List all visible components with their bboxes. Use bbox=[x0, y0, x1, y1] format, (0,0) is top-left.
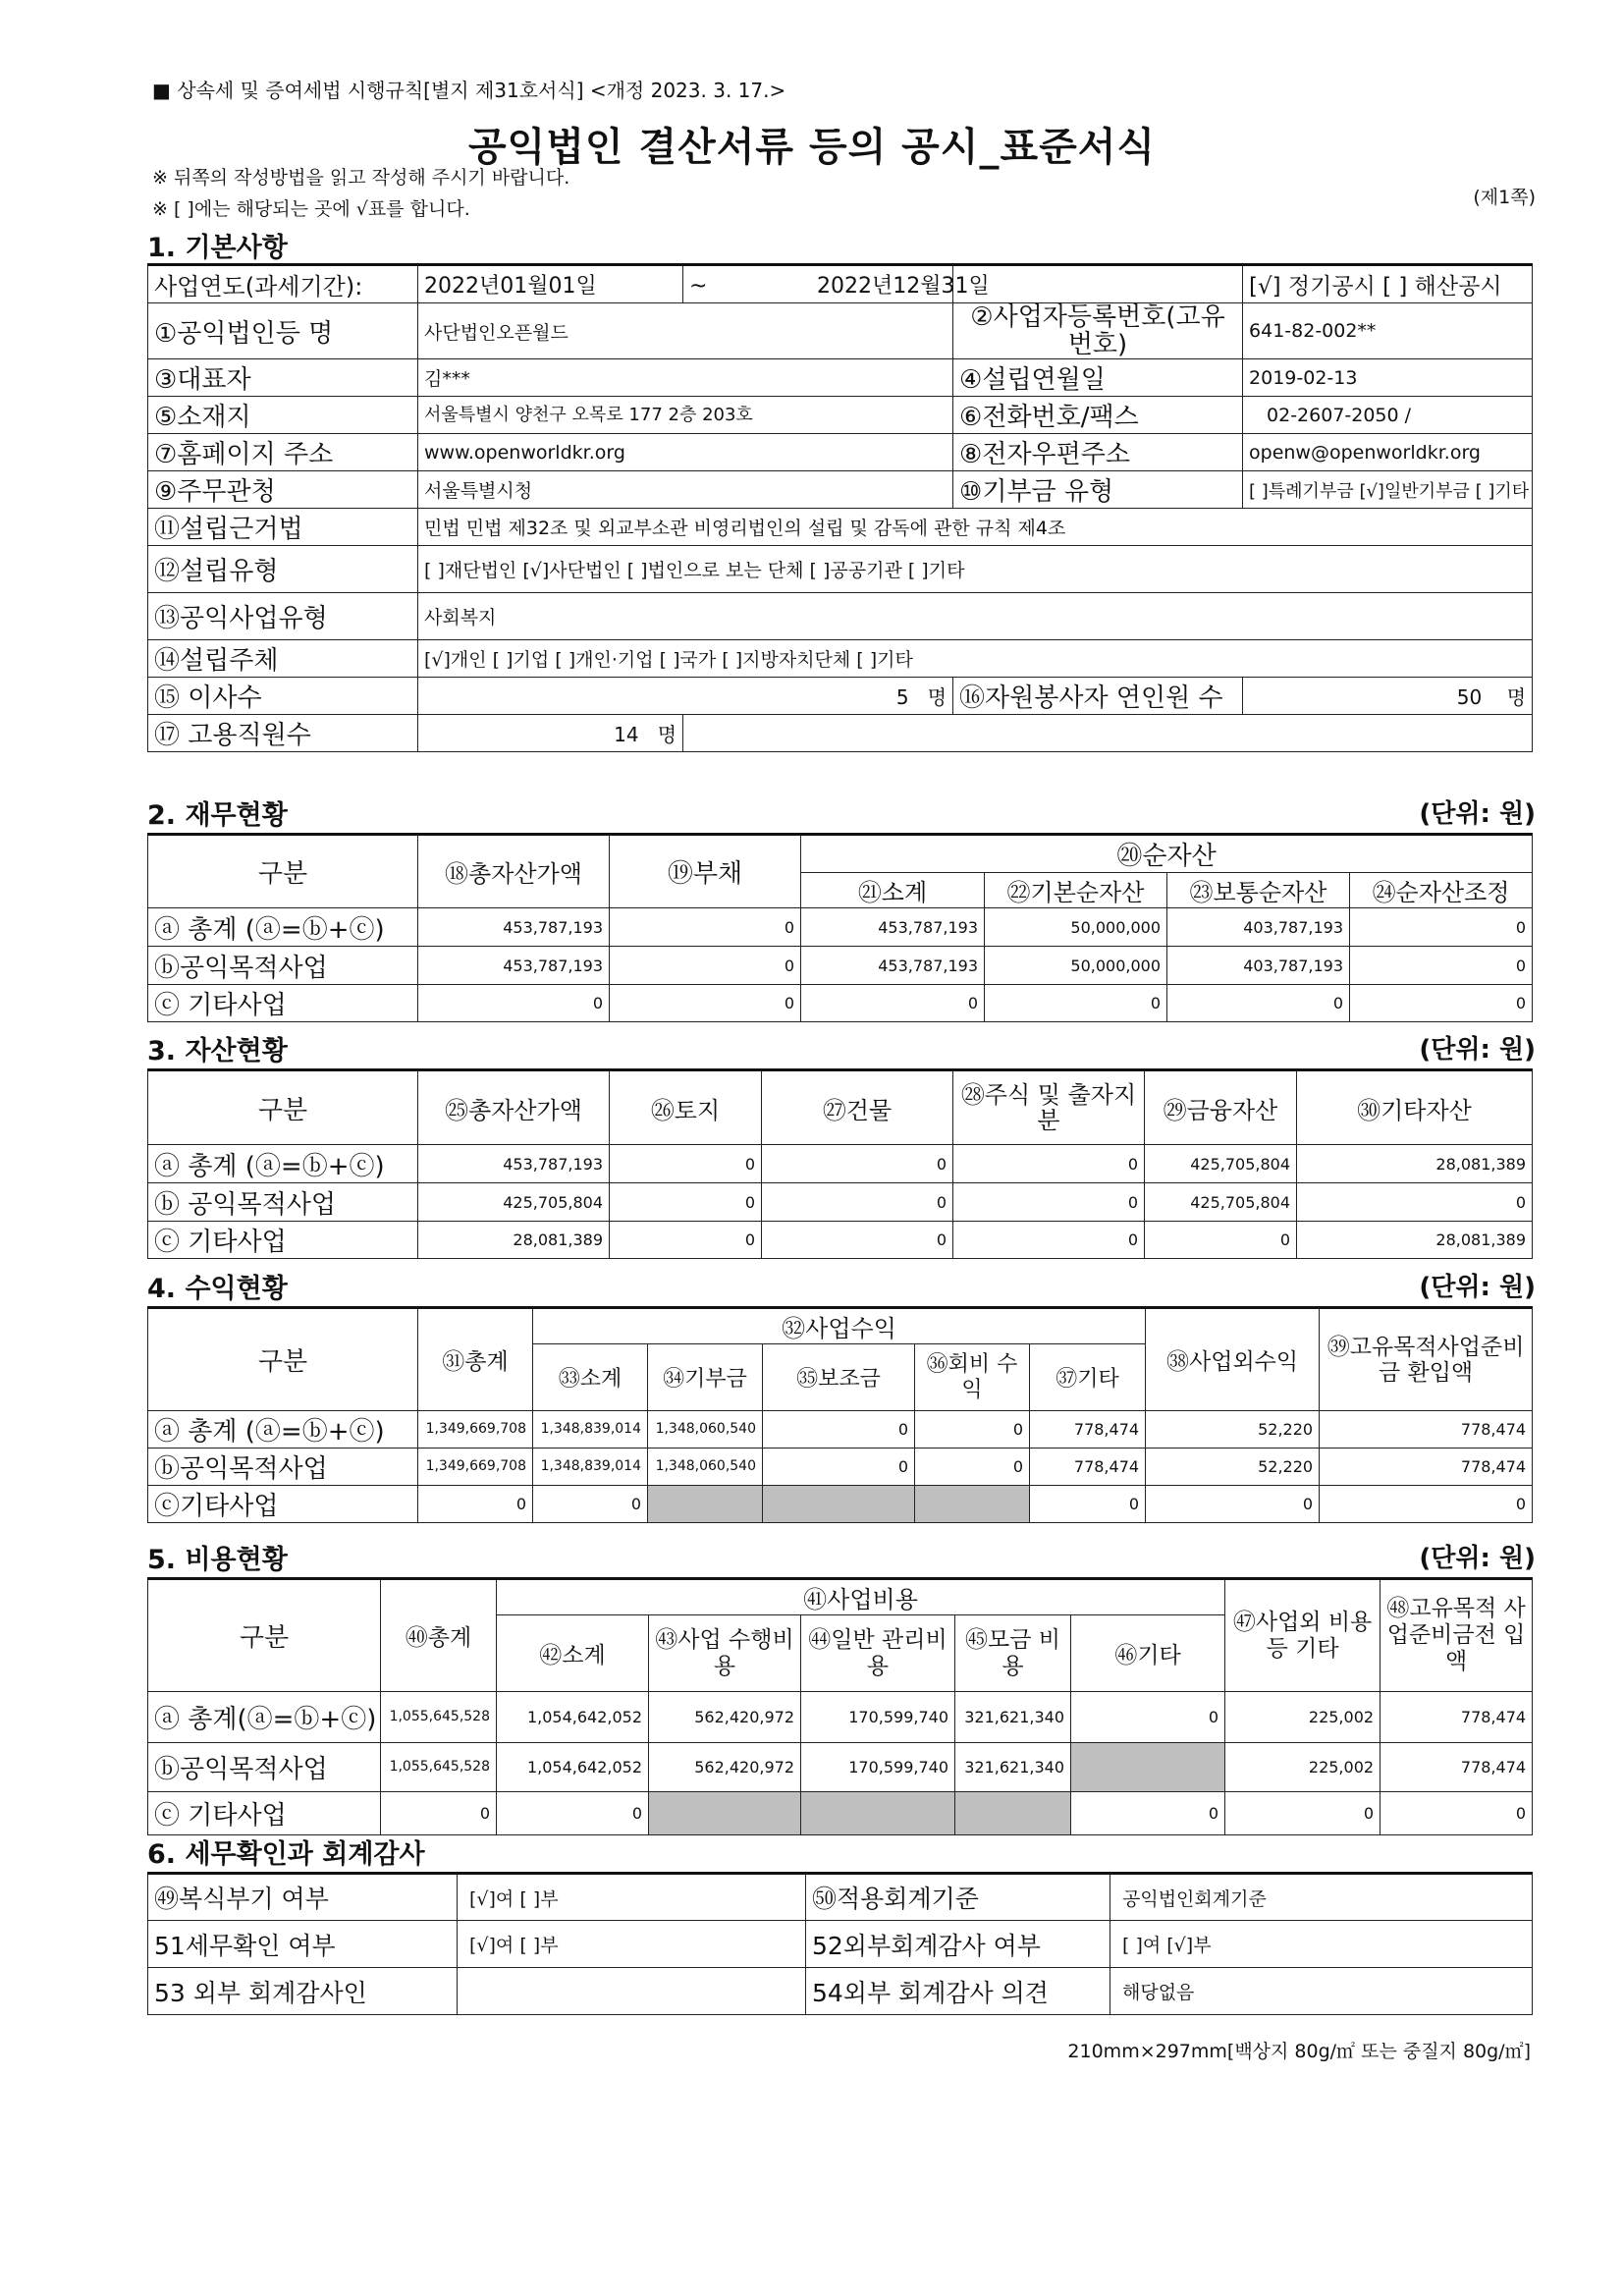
tax-check-value: [√]여 [ ]부 bbox=[458, 1921, 806, 1968]
cell-value: 0 bbox=[1225, 1792, 1380, 1835]
cell-value: 225,002 bbox=[1225, 1692, 1380, 1743]
row-label: ⓐ 총계 (ⓐ=ⓑ+ⓒ) bbox=[148, 908, 418, 947]
authority-value: 서울특별시청 bbox=[418, 471, 953, 509]
s5-header-general: ㊹일반 관리비용 bbox=[801, 1615, 955, 1692]
s4-header-gubun: 구분 bbox=[148, 1308, 418, 1411]
row-label: ⓑ공익목적사업 bbox=[148, 947, 418, 985]
cell-value: 0 bbox=[610, 908, 801, 947]
cell-value: 0 bbox=[1380, 1792, 1533, 1835]
row-label: ⓑ 공익목적사업 bbox=[148, 1183, 418, 1222]
table-row bbox=[148, 947, 1533, 985]
paper-spec-footer: 210mm×297mm[백상지 80g/㎡ 또는 중질지 80g/㎡] bbox=[1067, 2041, 1531, 2062]
corp-name-label: ①공익법인등 명 bbox=[148, 303, 418, 359]
s5-header-gubun: 구분 bbox=[148, 1579, 381, 1692]
shaded-cell bbox=[1071, 1743, 1225, 1792]
representative-label: ③대표자 bbox=[148, 359, 418, 397]
cell-value: 1,054,642,052 bbox=[497, 1692, 649, 1743]
s4-header-reserve: ㊴고유목적사업준비금 환입액 bbox=[1320, 1308, 1533, 1411]
table-row bbox=[148, 985, 1533, 1022]
cell-value: 0 bbox=[1145, 1222, 1297, 1259]
audit-opinion-value: 해당없음 bbox=[1110, 1968, 1533, 2015]
employees-unit: 명 bbox=[657, 723, 677, 746]
page-number: (제1쪽) bbox=[1473, 187, 1536, 208]
row-label: ⓒ 기타사업 bbox=[148, 1792, 381, 1835]
cell-value: 0 bbox=[1350, 985, 1533, 1022]
founding-date-value: 2019-02-13 bbox=[1243, 359, 1533, 397]
volunteers-label: ⑯자원봉사자 연인원 수 bbox=[953, 678, 1243, 715]
row-label: ⓐ 총계 (ⓐ=ⓑ+ⓒ) bbox=[148, 1145, 418, 1183]
representative-row bbox=[148, 359, 1533, 397]
cell-value: 562,420,972 bbox=[649, 1743, 801, 1792]
cell-value: 1,348,060,540 bbox=[648, 1449, 763, 1486]
cell-value: 0 bbox=[1350, 908, 1533, 947]
founding-type-label: ⑫설립유형 bbox=[148, 546, 418, 593]
cell-value: 562,420,972 bbox=[649, 1692, 801, 1743]
cell-value: 0 bbox=[763, 1411, 915, 1449]
audit-opinion-label: 54외부 회계감사 의견 bbox=[806, 1968, 1110, 2015]
disclosure-type: [√] 정기공시 [ ] 해산공시 bbox=[1243, 265, 1533, 303]
cell-value: 778,474 bbox=[1380, 1692, 1533, 1743]
s5-header-nonbusiness: ㊼사업외 비용 등 기타 bbox=[1225, 1579, 1380, 1692]
cell-value: 1,349,669,708 bbox=[418, 1411, 533, 1449]
section-5-unit: (단위: 원) bbox=[1419, 1544, 1536, 1573]
cell-value: 453,787,193 bbox=[801, 947, 985, 985]
founding-date-label: ④설립연월일 bbox=[953, 359, 1243, 397]
cell-value: 0 bbox=[953, 1145, 1145, 1183]
cell-value: 0 bbox=[1146, 1486, 1320, 1523]
row-label: ⓑ공익목적사업 bbox=[148, 1743, 381, 1792]
cell-value: 403,787,193 bbox=[1167, 947, 1350, 985]
cell-value: 778,474 bbox=[1030, 1411, 1146, 1449]
cell-value: 0 bbox=[915, 1411, 1030, 1449]
table-row bbox=[148, 1743, 1533, 1792]
cell-value: 1,055,645,528 bbox=[381, 1743, 497, 1792]
table-row bbox=[148, 1145, 1533, 1183]
bookkeeping-value: [√]여 [ ]부 bbox=[458, 1874, 806, 1921]
cell-value: 778,474 bbox=[1380, 1743, 1533, 1792]
table-row bbox=[148, 1486, 1533, 1523]
expense-status-table bbox=[147, 1577, 1533, 1835]
authority-label: ⑨주무관청 bbox=[148, 471, 418, 509]
cell-value: 1,348,839,014 bbox=[533, 1411, 648, 1449]
business-type-value: 사회복지 bbox=[418, 593, 1533, 640]
business-type-label: ⑬공익사업유형 bbox=[148, 593, 418, 640]
s5-header-etc: ㊻기타 bbox=[1071, 1615, 1225, 1692]
cell-value: 321,621,340 bbox=[955, 1743, 1071, 1792]
representative-value: 김*** bbox=[418, 359, 953, 397]
s2-header-total-assets: ⑱총자산가액 bbox=[418, 835, 610, 908]
cell-value: 0 bbox=[610, 985, 801, 1022]
s3-header-financial: ㉙금융자산 bbox=[1145, 1070, 1297, 1145]
section-4-unit: (단위: 원) bbox=[1419, 1273, 1536, 1302]
address-label: ⑤소재지 bbox=[148, 397, 418, 434]
basic-info-table bbox=[147, 263, 1533, 752]
table-row bbox=[148, 1692, 1533, 1743]
row-label: ⓐ 총계 (ⓐ=ⓑ+ⓒ) bbox=[148, 1411, 418, 1449]
directors-label: ⑮ 이사수 bbox=[148, 678, 418, 715]
cell-value: 50,000,000 bbox=[985, 908, 1167, 947]
business-type-row bbox=[148, 593, 1533, 640]
period-tilde: ~ bbox=[689, 274, 708, 299]
tax-audit-table bbox=[147, 1872, 1533, 2015]
s3-header-stocks: ㉘주식 및 출자지분 bbox=[953, 1070, 1145, 1145]
accounting-standard-value: 공익법인회계기준 bbox=[1110, 1874, 1533, 1921]
cell-value: 0 bbox=[610, 1222, 762, 1259]
homepage-value: www.openworldkr.org bbox=[418, 434, 953, 471]
s5-header-reserve: ㊽고유목적 사업준비금전 입액 bbox=[1380, 1579, 1533, 1692]
cell-value: 403,787,193 bbox=[1167, 908, 1350, 947]
shaded-cell bbox=[763, 1486, 915, 1523]
founding-law-row bbox=[148, 509, 1533, 546]
cell-value: 0 bbox=[533, 1486, 648, 1523]
table-row bbox=[148, 1449, 1533, 1486]
address-value: 서울특별시 양천구 오목로 177 2층 203호 bbox=[418, 397, 953, 434]
homepage-label: ⑦홈페이지 주소 bbox=[148, 434, 418, 471]
s2-header-normal-net: ㉓보통순자산 bbox=[1167, 873, 1350, 908]
note-instructions: ※ 뒤쪽의 작성방법을 읽고 작성해 주시기 바랍니다. bbox=[152, 167, 570, 189]
shaded-cell bbox=[648, 1486, 763, 1523]
cell-value: 0 bbox=[985, 985, 1167, 1022]
s2-header-net-assets: ⑳순자산 bbox=[801, 835, 1533, 873]
s2-header-basic-net: ㉒기본순자산 bbox=[985, 873, 1167, 908]
s3-header-gubun: 구분 bbox=[148, 1070, 418, 1145]
cell-value: 28,081,389 bbox=[418, 1222, 610, 1259]
cell-value: 0 bbox=[1320, 1486, 1533, 1523]
regulation-reference: ■ 상속세 및 증여세법 시행규칙[별지 제31호서식] <개정 2023. 3. 17.> bbox=[152, 79, 786, 102]
note-checkmark: ※ [ ]에는 해당되는 곳에 √표를 합니다. bbox=[152, 198, 470, 220]
s4-header-etc: ㊲기타 bbox=[1030, 1344, 1146, 1411]
cell-value: 0 bbox=[762, 1145, 953, 1183]
s3-header-land: ㉖토지 bbox=[610, 1070, 762, 1145]
shaded-cell bbox=[955, 1792, 1071, 1835]
s2-header-debt: ⑲부채 bbox=[610, 835, 801, 908]
cell-value: 0 bbox=[953, 1183, 1145, 1222]
cell-value: 778,474 bbox=[1030, 1449, 1146, 1486]
row-label: ⓐ 총계(ⓐ=ⓑ+ⓒ) bbox=[148, 1692, 381, 1743]
s3-header-total-assets: ㉕총자산가액 bbox=[418, 1070, 610, 1145]
cell-value: 0 bbox=[1030, 1486, 1146, 1523]
cell-value: 778,474 bbox=[1320, 1449, 1533, 1486]
business-reg-value: 641-82-002** bbox=[1243, 303, 1533, 359]
external-auditor-label: 53 외부 회계감사인 bbox=[148, 1968, 458, 2015]
cell-value: 1,348,060,540 bbox=[648, 1411, 763, 1449]
cell-value: 453,787,193 bbox=[418, 1145, 610, 1183]
corp-name-row bbox=[148, 303, 1533, 359]
external-auditor-value bbox=[458, 1968, 806, 2015]
cell-value: 50,000,000 bbox=[985, 947, 1167, 985]
cell-value: 0 bbox=[801, 985, 985, 1022]
bookkeeping-label: ㊾복식부기 여부 bbox=[148, 1874, 458, 1921]
cell-value: 0 bbox=[497, 1792, 649, 1835]
asset-status-table bbox=[147, 1068, 1533, 1259]
section-2-title: 2. 재무현황 bbox=[147, 800, 288, 831]
s4-header-nonbusiness: ㊳사업외수익 bbox=[1146, 1308, 1320, 1411]
email-label: ⑧전자우편주소 bbox=[953, 434, 1243, 471]
section-3-title: 3. 자산현황 bbox=[147, 1036, 288, 1066]
cell-value: 425,705,804 bbox=[1145, 1183, 1297, 1222]
founding-type-value: [ ]재단법인 [√]사단법인 [ ]법인으로 보는 단체 [ ]공공기관 [ ]기타 bbox=[418, 546, 1533, 593]
s3-header-other: ㉚기타자산 bbox=[1297, 1070, 1533, 1145]
email-value: openw@openworldkr.org bbox=[1243, 434, 1533, 471]
cell-value: 52,220 bbox=[1146, 1449, 1320, 1486]
cell-value: 0 bbox=[762, 1222, 953, 1259]
cell-value: 0 bbox=[762, 1183, 953, 1222]
founder-label: ⑭설립주체 bbox=[148, 640, 418, 678]
s5-header-performance: ㊸사업 수행비용 bbox=[649, 1615, 801, 1692]
employees-row bbox=[148, 715, 1533, 752]
directors-unit: 명 bbox=[927, 685, 947, 709]
founding-law-label: ⑪설립근거법 bbox=[148, 509, 418, 546]
s4-header-fee: ㊱회비 수익 bbox=[915, 1344, 1030, 1411]
business-reg-label: ②사업자등록번호(고유번호) bbox=[953, 303, 1243, 359]
cell-value: 778,474 bbox=[1320, 1411, 1533, 1449]
cell-value: 0 bbox=[915, 1449, 1030, 1486]
table-row bbox=[148, 1792, 1533, 1835]
s2-header-subtotal: ㉑소계 bbox=[801, 873, 985, 908]
table-row bbox=[148, 1183, 1533, 1222]
table-row bbox=[148, 1411, 1533, 1449]
cell-value: 425,705,804 bbox=[1145, 1145, 1297, 1183]
cell-value: 0 bbox=[1071, 1692, 1225, 1743]
external-audit-value: [ ]여 [√]부 bbox=[1110, 1921, 1533, 1968]
section-6-title: 6. 세무확인과 회계감사 bbox=[147, 1839, 425, 1870]
cell-value: 0 bbox=[418, 985, 610, 1022]
founding-type-row bbox=[148, 546, 1533, 593]
row-label: ⓑ공익목적사업 bbox=[148, 1449, 418, 1486]
corp-name-value: 사단법인오픈월드 bbox=[418, 303, 953, 359]
row-label: ⓒ 기타사업 bbox=[148, 1222, 418, 1259]
cell-value: 1,055,645,528 bbox=[381, 1692, 497, 1743]
table-row bbox=[148, 1222, 1533, 1259]
donation-type-label: ⑩기부금 유형 bbox=[953, 471, 1243, 509]
homepage-row bbox=[148, 434, 1533, 471]
cell-value: 170,599,740 bbox=[801, 1743, 955, 1792]
section-3-unit: (단위: 원) bbox=[1419, 1035, 1536, 1065]
s5-header-subtotal: ㊷소계 bbox=[497, 1615, 649, 1692]
s4-header-grant: ㉟보조금 bbox=[763, 1344, 915, 1411]
cell-value: 0 bbox=[610, 1145, 762, 1183]
cell-value: 453,787,193 bbox=[418, 908, 610, 947]
s5-header-fundraising: ㊺모금 비용 bbox=[955, 1615, 1071, 1692]
shaded-cell bbox=[915, 1486, 1030, 1523]
cell-value: 0 bbox=[953, 1222, 1145, 1259]
s5-header-total: ㊵총계 bbox=[381, 1579, 497, 1692]
section-2-unit: (단위: 원) bbox=[1419, 799, 1536, 829]
address-row bbox=[148, 397, 1533, 434]
cell-value: 0 bbox=[418, 1486, 533, 1523]
table-row bbox=[148, 908, 1533, 947]
period-label: 사업연도(과세기간): bbox=[148, 265, 418, 303]
authority-row bbox=[148, 471, 1533, 509]
cell-value: 170,599,740 bbox=[801, 1692, 955, 1743]
cell-value: 1,349,669,708 bbox=[418, 1449, 533, 1486]
cell-value: 321,621,340 bbox=[955, 1692, 1071, 1743]
shaded-cell bbox=[649, 1792, 801, 1835]
s5-header-business-expense: ㊶사업비용 bbox=[497, 1579, 1225, 1615]
cell-value: 453,787,193 bbox=[801, 908, 985, 947]
row-label: ⓒ 기타사업 bbox=[148, 985, 418, 1022]
period-start: 2022년01월01일 bbox=[418, 265, 683, 303]
phone-fax-label: ⑥전화번호/팩스 bbox=[953, 397, 1243, 434]
cell-value: 0 bbox=[1167, 985, 1350, 1022]
cell-value: 0 bbox=[1350, 947, 1533, 985]
section-1-title: 1. 기본사항 bbox=[147, 233, 288, 263]
employees-value: 14 bbox=[614, 723, 639, 746]
section-5-title: 5. 비용현황 bbox=[147, 1545, 288, 1575]
page-title: 공익법인 결산서류 등의 공시_표준서식 bbox=[467, 125, 1157, 170]
cell-value: 52,220 bbox=[1146, 1411, 1320, 1449]
cell-value: 0 bbox=[1297, 1183, 1533, 1222]
volunteers-value: 50 bbox=[1456, 685, 1483, 709]
revenue-status-table bbox=[147, 1306, 1533, 1523]
financial-status-table bbox=[147, 833, 1533, 1022]
s3-header-building: ㉗건물 bbox=[762, 1070, 953, 1145]
row-label: ⓒ기타사업 bbox=[148, 1486, 418, 1523]
cell-value: 1,054,642,052 bbox=[497, 1743, 649, 1792]
cell-value: 225,002 bbox=[1225, 1743, 1380, 1792]
cell-value: 1,348,839,014 bbox=[533, 1449, 648, 1486]
directors-value: 5 bbox=[895, 685, 909, 709]
s4-header-business-revenue: ㉜사업수익 bbox=[533, 1308, 1146, 1344]
accounting-standard-label: ㊿적용회계기준 bbox=[806, 1874, 1110, 1921]
s4-header-donation: ㉞기부금 bbox=[648, 1344, 763, 1411]
volunteers-unit: 명 bbox=[1506, 685, 1527, 709]
directors-row bbox=[148, 678, 1533, 715]
cell-value: 0 bbox=[381, 1792, 497, 1835]
s2-header-gubun: 구분 bbox=[148, 835, 418, 908]
shaded-cell bbox=[801, 1792, 955, 1835]
cell-value: 0 bbox=[610, 1183, 762, 1222]
section-4-title: 4. 수익현황 bbox=[147, 1274, 288, 1304]
period-row: 사업연도(과세기간): 2022년01월01일 ~ 2022년12월31일 [√] 정기공시 [ ] 해산공시 bbox=[148, 265, 1533, 303]
s2-header-adjust: ㉔순자산조정 bbox=[1350, 873, 1533, 908]
cell-value: 28,081,389 bbox=[1297, 1145, 1533, 1183]
external-audit-label: 52외부회계감사 여부 bbox=[806, 1921, 1110, 1968]
tax-check-label: 51세무확인 여부 bbox=[148, 1921, 458, 1968]
employees-label: ⑰ 고용직원수 bbox=[148, 715, 418, 752]
cell-value: 425,705,804 bbox=[418, 1183, 610, 1222]
cell-value: 0 bbox=[763, 1449, 915, 1486]
founder-row bbox=[148, 640, 1533, 678]
founder-value: [√]개인 [ ]기업 [ ]개인·기업 [ ]국가 [ ]지방자치단체 [ ]기타 bbox=[418, 640, 1533, 678]
donation-type-value: [ ]특례기부금 [√]일반기부금 [ ]기타 bbox=[1243, 471, 1533, 509]
cell-value: 0 bbox=[1071, 1792, 1225, 1835]
cell-value: 0 bbox=[610, 947, 801, 985]
founding-law-value: 민법 민법 제32조 및 외교부소관 비영리법인의 설립 및 감독에 관한 규칙 제4조 bbox=[418, 509, 1533, 546]
phone-fax-value: 02-2607-2050 / bbox=[1243, 397, 1533, 434]
s4-header-subtotal: ㉝소계 bbox=[533, 1344, 648, 1411]
cell-value: 453,787,193 bbox=[418, 947, 610, 985]
s4-header-total: ㉛총계 bbox=[418, 1308, 533, 1411]
cell-value: 28,081,389 bbox=[1297, 1222, 1533, 1259]
